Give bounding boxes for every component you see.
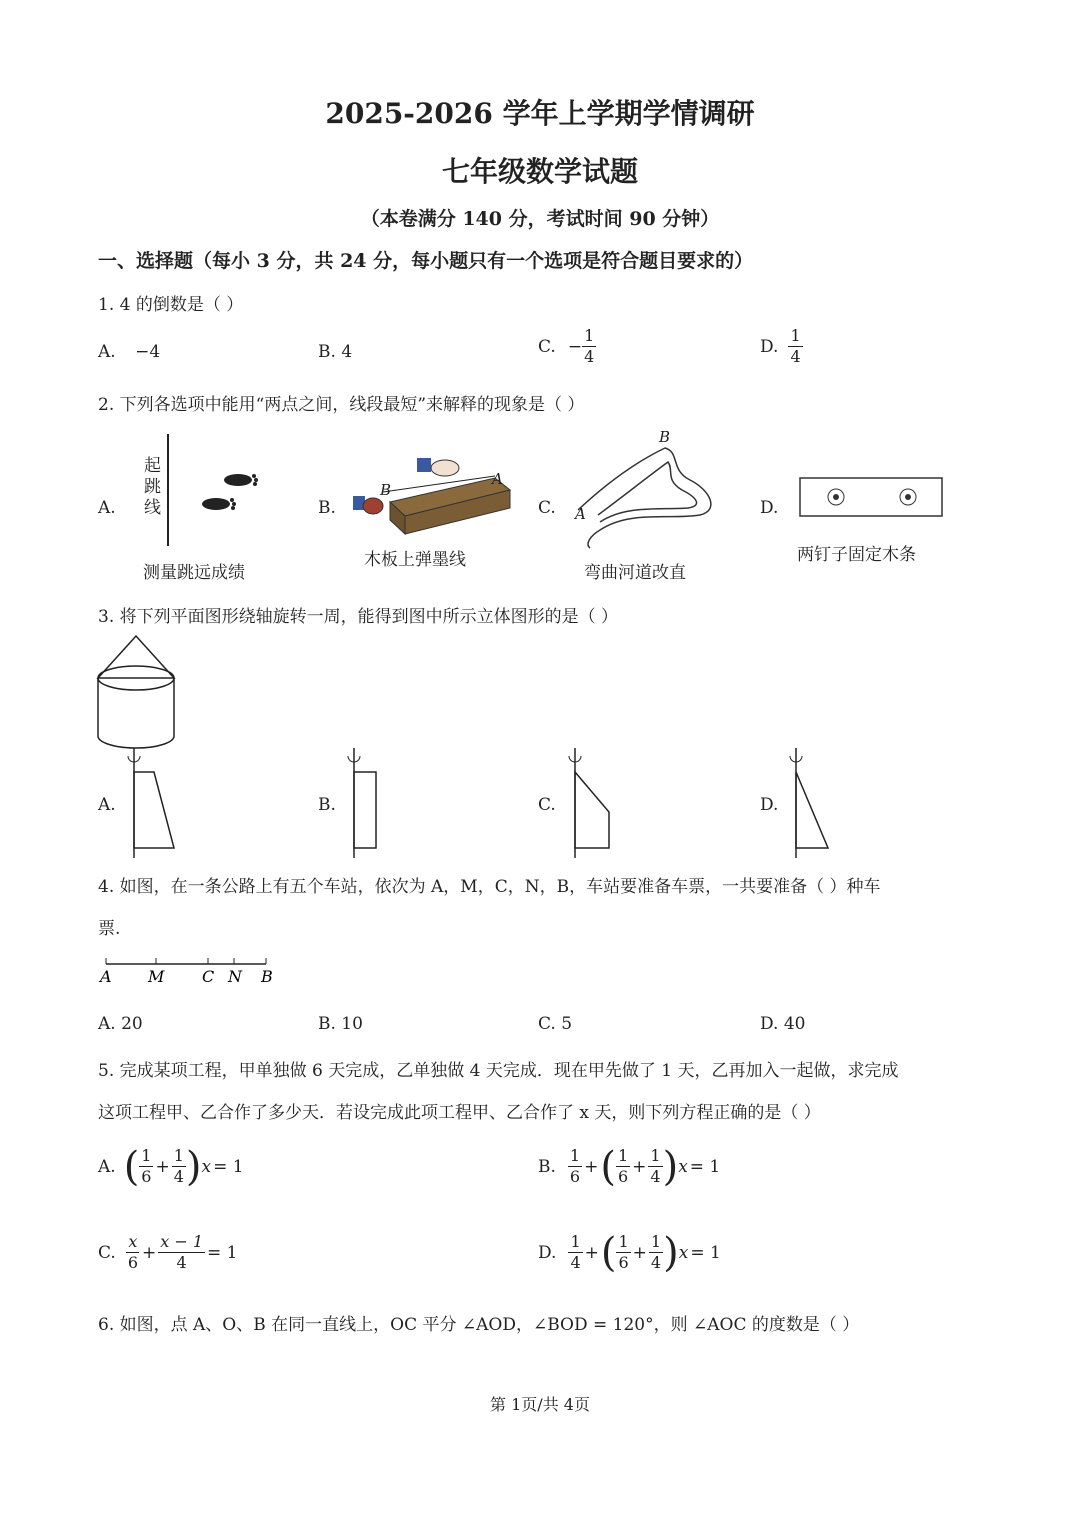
- q5-b-label: B.: [538, 1156, 556, 1177]
- q5-option-c[interactable]: [98, 1232, 240, 1273]
- frac-num: 1: [570, 1232, 581, 1251]
- q3-a-label[interactable]: A.: [98, 795, 116, 815]
- exam-note: （本卷满分 140 分，考试时间 90 分钟）: [360, 208, 720, 230]
- q5-option-a[interactable]: [98, 1143, 246, 1190]
- q3-stem: 3. 将下列平面图形绕轴旋转一周，能得到图中所示立体图形的是（ ）: [98, 607, 619, 627]
- q5-option-b[interactable]: [538, 1143, 722, 1190]
- q4-option-b[interactable]: B. 10: [318, 1014, 363, 1034]
- q1-c-sign: −: [567, 336, 583, 357]
- q1-option-b[interactable]: [318, 342, 352, 362]
- q4-stem-line1: 4. 如图，在一条公路上有五个车站，依次为 A，M，C，N，B，车站要准备车票，一共要准备（ ）种车: [98, 877, 881, 897]
- frac-den: 6: [618, 1253, 629, 1272]
- q1-c-num: 1: [584, 326, 595, 345]
- q1-d-den: 4: [790, 347, 801, 366]
- q3-d-shape: [782, 748, 852, 860]
- q3-b-shape: [340, 748, 410, 860]
- cone-cylinder-solid: [94, 632, 184, 752]
- q5-a-label: A.: [98, 1156, 116, 1177]
- frac-num: 1: [617, 1146, 629, 1165]
- river-figure: [570, 440, 730, 550]
- point-n-label: N: [228, 967, 242, 986]
- q3-c-label[interactable]: C.: [538, 795, 556, 815]
- var-x: x: [678, 1156, 688, 1177]
- q3-c-shape: [561, 748, 631, 860]
- exam-title: 2025-2026 学年上学期学情调研: [325, 97, 755, 130]
- q1-a-label: A.: [98, 342, 116, 362]
- q2-b-point-b: B: [380, 481, 392, 499]
- frac-num: x: [128, 1232, 138, 1251]
- point-c-label: C: [202, 967, 215, 986]
- section-heading: 一、选择题（每小 3 分，共 24 分，每小题只有一个选项是符合题目要求的）: [98, 250, 754, 272]
- var-x: x: [201, 1156, 212, 1177]
- q1-stem: 1. 4 的倒数是（ ）: [98, 295, 244, 315]
- left-paren: (: [123, 1143, 140, 1190]
- frac-num: 1: [650, 1146, 661, 1165]
- q2-c-point-b: B: [659, 428, 671, 446]
- frac-den: 6: [569, 1167, 581, 1186]
- q5-d-label: D.: [538, 1242, 557, 1263]
- q1-option-d[interactable]: [760, 326, 803, 367]
- q2-a-label[interactable]: A.: [98, 498, 116, 518]
- equals-one: = 1: [690, 1242, 721, 1263]
- plus-sign: +: [584, 1242, 599, 1263]
- point-m-label: M: [148, 967, 165, 986]
- left-paren: (: [600, 1229, 617, 1276]
- frac-num: 1: [569, 1146, 581, 1165]
- frac-num: x − 1: [160, 1232, 204, 1251]
- q3-b-label[interactable]: B.: [318, 795, 336, 815]
- frac-den: 6: [141, 1167, 152, 1186]
- q3-d-label[interactable]: D.: [760, 795, 779, 815]
- right-paren: ): [663, 1229, 679, 1276]
- q2-a-line-text: 起跳线: [144, 456, 161, 518]
- q1-c-den: 4: [584, 347, 595, 366]
- equals-one: = 1: [213, 1156, 244, 1177]
- frac-num: 1: [141, 1146, 152, 1165]
- q5-c-label: C.: [98, 1242, 116, 1263]
- plus-sign: +: [584, 1156, 599, 1177]
- equals-one: = 1: [207, 1242, 238, 1263]
- plus-sign: +: [632, 1242, 647, 1263]
- q2-c-caption: 弯曲河道改直: [584, 563, 686, 583]
- q4-option-d[interactable]: D. 40: [760, 1014, 806, 1034]
- frac-den: 6: [127, 1253, 138, 1272]
- left-paren: (: [600, 1143, 616, 1190]
- long-jump-figure: [160, 430, 280, 550]
- right-paren: ): [185, 1143, 202, 1190]
- q1-d-label: D.: [760, 336, 779, 357]
- board-ink-line-figure: [345, 450, 525, 540]
- q2-c-point-a: A: [575, 505, 586, 523]
- frac-den: 4: [650, 1253, 662, 1272]
- frac-num: 1: [650, 1232, 662, 1251]
- q1-option-a[interactable]: [98, 342, 160, 362]
- q1-b-value: 4: [341, 342, 353, 362]
- frac-den: 6: [617, 1167, 629, 1186]
- q4-option-c[interactable]: C. 5: [538, 1014, 573, 1034]
- q1-d-num: 1: [790, 326, 801, 345]
- q1-b-label: B.: [318, 342, 336, 362]
- var-x: x: [678, 1242, 689, 1263]
- q1-c-label: C.: [538, 336, 556, 357]
- plus-sign: +: [632, 1156, 647, 1177]
- q2-a-caption: 测量跳远成绩: [143, 563, 245, 583]
- q6-stem: 6. 如图，点 A、O、B 在同一直线上，OC 平分 ∠AOD，∠BOD = 120°，则 ∠AOC 的度数是（ ）: [98, 1315, 860, 1335]
- q2-c-label[interactable]: C.: [538, 498, 556, 518]
- page-footer: 第 1页/共 4页: [490, 1395, 590, 1414]
- q1-option-c[interactable]: [538, 326, 596, 367]
- q2-b-label[interactable]: B.: [318, 498, 336, 518]
- frac-den: 4: [650, 1167, 661, 1186]
- q4-stem-line2: 票.: [98, 919, 121, 939]
- q2-stem: 2. 下列各选项中能用“两点之间，线段最短”来解释的现象是（ ）: [98, 395, 585, 415]
- q5-stem-line1: 5. 完成某项工程，甲单独做 6 天完成，乙单独做 4 天完成．现在甲先做了 1 天，乙再加入一起做，求完成: [98, 1061, 899, 1081]
- right-paren: ): [662, 1143, 679, 1190]
- frac-den: 4: [570, 1253, 581, 1272]
- footprint-icon: [202, 474, 258, 510]
- wood-strip-figure: [798, 476, 946, 520]
- point-b-label: B: [261, 967, 273, 986]
- frac-num: 1: [618, 1232, 629, 1251]
- plus-sign: +: [142, 1242, 157, 1263]
- frac-den: 4: [176, 1253, 187, 1272]
- exam-subtitle: 七年级数学试题: [441, 155, 638, 188]
- q3-a-shape: [120, 748, 190, 860]
- frac-num: 1: [173, 1146, 184, 1165]
- q5-option-d[interactable]: [538, 1229, 723, 1276]
- q2-d-label[interactable]: D.: [760, 498, 779, 518]
- point-a-label: A: [100, 967, 112, 986]
- station-line-figure: [100, 958, 280, 998]
- q5-stem-line2: 这项工程甲、乙合作了多少天．若设完成此项工程甲、乙合作了 x 天，则下列方程正确的是（ ）: [98, 1103, 821, 1123]
- equals-one: = 1: [689, 1156, 721, 1177]
- q4-option-a[interactable]: A. 20: [98, 1014, 143, 1034]
- frac-den: 4: [173, 1167, 184, 1186]
- q1-a-value: −4: [135, 342, 161, 362]
- q2-b-point-a: A: [492, 470, 503, 488]
- plus-sign: +: [155, 1156, 170, 1177]
- q2-b-caption: 木板上弹墨线: [364, 550, 466, 570]
- q2-d-caption: 两钉子固定木条: [797, 545, 916, 565]
